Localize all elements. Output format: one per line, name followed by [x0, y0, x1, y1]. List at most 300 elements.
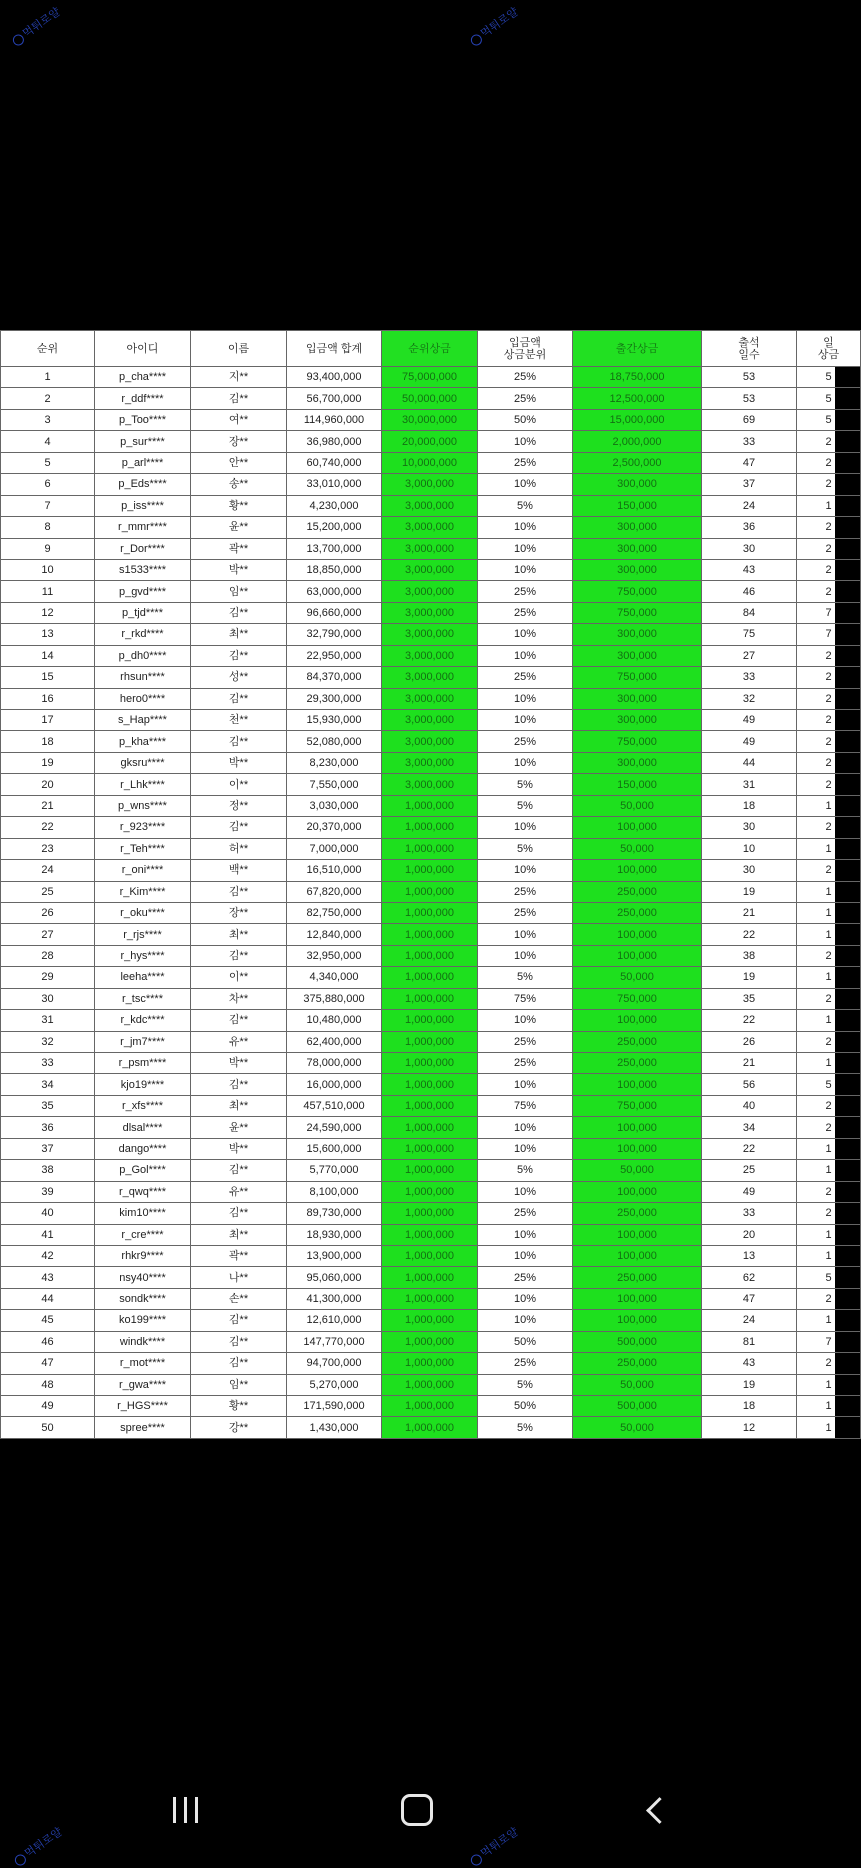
- table-row: [1, 1374, 861, 1395]
- table-cell: 1,000,000: [382, 1160, 478, 1181]
- table-cell: 이**: [191, 967, 287, 988]
- table-cell: 2: [797, 860, 861, 881]
- table-cell: leeha****: [95, 967, 191, 988]
- table-cell: 12: [702, 1417, 797, 1438]
- table-cell: 1: [797, 795, 861, 816]
- table-cell: 19: [1, 752, 95, 773]
- table-cell: 25%: [478, 1267, 573, 1288]
- table-cell: 10: [702, 838, 797, 859]
- table-cell: 26: [1, 902, 95, 923]
- table-cell: 20: [702, 1224, 797, 1245]
- table-cell: 56: [702, 1074, 797, 1095]
- table-cell: 1,000,000: [382, 1117, 478, 1138]
- table-cell: 100,000: [573, 1074, 702, 1095]
- table-row: [1, 1117, 861, 1138]
- table-cell: 10%: [478, 645, 573, 666]
- table-cell: 5%: [478, 1417, 573, 1438]
- table-cell: 1,000,000: [382, 1288, 478, 1309]
- table-cell: 3,000,000: [382, 559, 478, 580]
- table-cell: 1: [797, 924, 861, 945]
- table-cell: 황**: [191, 495, 287, 516]
- table-cell: 84,370,000: [287, 667, 382, 688]
- table-cell: rhkr9****: [95, 1245, 191, 1266]
- table-cell: 1,000,000: [382, 924, 478, 945]
- table-cell: 13: [1, 624, 95, 645]
- table-cell: 40: [702, 1095, 797, 1116]
- table-cell: 18,850,000: [287, 559, 382, 580]
- table-cell: 김**: [191, 1160, 287, 1181]
- table-cell: 50,000: [573, 967, 702, 988]
- table-cell: 3,000,000: [382, 710, 478, 731]
- table-cell: 황**: [191, 1396, 287, 1417]
- table-cell: r_Teh****: [95, 838, 191, 859]
- table-row: [1, 1074, 861, 1095]
- table-cell: 250,000: [573, 881, 702, 902]
- table-cell: 20,000,000: [382, 431, 478, 452]
- table-cell: 5: [797, 1074, 861, 1095]
- table-cell: 5: [1, 452, 95, 473]
- table-cell: 11: [1, 581, 95, 602]
- table-cell: 2: [797, 474, 861, 495]
- table-cell: 10%: [478, 924, 573, 945]
- table-cell: 10: [1, 559, 95, 580]
- table-cell: 8,100,000: [287, 1181, 382, 1202]
- table-cell: r_psm****: [95, 1053, 191, 1074]
- table-cell: 171,590,000: [287, 1396, 382, 1417]
- table-cell: 김**: [191, 881, 287, 902]
- table-cell: 300,000: [573, 624, 702, 645]
- table-cell: 15,930,000: [287, 710, 382, 731]
- table-cell: 5: [797, 388, 861, 409]
- table-cell: 25%: [478, 1053, 573, 1074]
- table-cell: 27: [702, 645, 797, 666]
- ranking-table: [0, 330, 861, 1439]
- table-cell: 750,000: [573, 731, 702, 752]
- table-cell: 75: [702, 624, 797, 645]
- table-cell: 10%: [478, 431, 573, 452]
- table-cell: s1533****: [95, 559, 191, 580]
- table-row: [1, 838, 861, 859]
- table-cell: 43: [1, 1267, 95, 1288]
- table-cell: 1,000,000: [382, 817, 478, 838]
- table-cell: 2: [797, 752, 861, 773]
- table-cell: 33: [702, 667, 797, 688]
- table-cell: 1,000,000: [382, 1245, 478, 1266]
- table-cell: 150,000: [573, 495, 702, 516]
- table-cell: 박**: [191, 752, 287, 773]
- table-cell: 30,000,000: [382, 409, 478, 430]
- table-cell: 5,270,000: [287, 1374, 382, 1395]
- table-cell: 1,000,000: [382, 1095, 478, 1116]
- table-cell: 10%: [478, 1181, 573, 1202]
- table-cell: 375,880,000: [287, 988, 382, 1009]
- table-row: [1, 1010, 861, 1031]
- table-cell: 10%: [478, 538, 573, 559]
- table-cell: 100,000: [573, 945, 702, 966]
- table-cell: 5,770,000: [287, 1160, 382, 1181]
- table-row: [1, 967, 861, 988]
- table-cell: 3,000,000: [382, 495, 478, 516]
- table-cell: ko199****: [95, 1310, 191, 1331]
- table-cell: 9: [1, 538, 95, 559]
- table-row: [1, 752, 861, 773]
- table-cell: 1,000,000: [382, 1396, 478, 1417]
- table-cell: 10%: [478, 945, 573, 966]
- table-cell: 백**: [191, 860, 287, 881]
- table-cell: 25%: [478, 1203, 573, 1224]
- table-cell: 3,000,000: [382, 645, 478, 666]
- table-cell: r_jm7****: [95, 1031, 191, 1052]
- table-cell: 38: [1, 1160, 95, 1181]
- table-cell: 750,000: [573, 581, 702, 602]
- watermark: 먹튀로얄: [8, 4, 63, 49]
- table-cell: 1: [797, 1310, 861, 1331]
- table-cell: 10,000,000: [382, 452, 478, 473]
- table-row: [1, 1031, 861, 1052]
- table-cell: 장**: [191, 902, 287, 923]
- table-cell: 2: [797, 1031, 861, 1052]
- table-cell: 1,000,000: [382, 1374, 478, 1395]
- table-cell: 김**: [191, 602, 287, 623]
- table-cell: 25: [1, 881, 95, 902]
- table-row: [1, 860, 861, 881]
- table-cell: 2: [797, 1288, 861, 1309]
- navigation-bar: [0, 1780, 835, 1840]
- table-cell: 250,000: [573, 1203, 702, 1224]
- table-cell: 19: [702, 1374, 797, 1395]
- table-cell: 정**: [191, 795, 287, 816]
- table-cell: 5%: [478, 967, 573, 988]
- table-cell: 2: [797, 817, 861, 838]
- table-cell: p_sur****: [95, 431, 191, 452]
- table-cell: 53: [702, 367, 797, 388]
- table-row: [1, 474, 861, 495]
- table-cell: 14: [1, 645, 95, 666]
- table-row: [1, 1053, 861, 1074]
- table-cell: 40: [1, 1203, 95, 1224]
- table-cell: 5%: [478, 495, 573, 516]
- table-cell: 3,000,000: [382, 602, 478, 623]
- table-cell: 19: [702, 881, 797, 902]
- table-cell: 18,750,000: [573, 367, 702, 388]
- table-cell: r_HGS****: [95, 1396, 191, 1417]
- table-cell: 최**: [191, 1095, 287, 1116]
- table-cell: 250,000: [573, 1031, 702, 1052]
- table-cell: 250,000: [573, 1353, 702, 1374]
- table-cell: 2: [797, 1095, 861, 1116]
- table-cell: 3,000,000: [382, 688, 478, 709]
- table-cell: dango****: [95, 1138, 191, 1159]
- table-cell: 1: [797, 1138, 861, 1159]
- table-cell: 41,300,000: [287, 1288, 382, 1309]
- table-cell: 42: [1, 1245, 95, 1266]
- table-cell: 46: [1, 1331, 95, 1352]
- table-cell: 750,000: [573, 988, 702, 1009]
- table-cell: 46: [702, 581, 797, 602]
- column-header: 입금액 합계: [287, 331, 382, 367]
- table-cell: 18: [702, 1396, 797, 1417]
- back-button[interactable]: [630, 1780, 680, 1840]
- table-cell: 김**: [191, 731, 287, 752]
- table-cell: 5: [797, 367, 861, 388]
- table-cell: 3,000,000: [382, 538, 478, 559]
- table-cell: 15,200,000: [287, 517, 382, 538]
- table-cell: 5%: [478, 774, 573, 795]
- table-cell: 47: [702, 1288, 797, 1309]
- table-cell: 16,510,000: [287, 860, 382, 881]
- table-cell: 곽**: [191, 538, 287, 559]
- table-cell: 김**: [191, 1310, 287, 1331]
- table-cell: 1,000,000: [382, 1203, 478, 1224]
- watermark: 먹튀로얄: [466, 4, 521, 49]
- table-cell: p_tjd****: [95, 602, 191, 623]
- table-cell: 75%: [478, 988, 573, 1009]
- table-cell: 300,000: [573, 538, 702, 559]
- table-cell: 지**: [191, 367, 287, 388]
- table-cell: 41: [1, 1224, 95, 1245]
- table-cell: 2: [797, 688, 861, 709]
- table-row: [1, 1267, 861, 1288]
- table-cell: 1: [797, 1396, 861, 1417]
- table-row: [1, 602, 861, 623]
- table-cell: 1,000,000: [382, 795, 478, 816]
- recents-button[interactable]: [160, 1780, 210, 1840]
- table-cell: 100,000: [573, 1181, 702, 1202]
- table-cell: 천**: [191, 710, 287, 731]
- table-row: [1, 945, 861, 966]
- table-cell: 1: [797, 1160, 861, 1181]
- table-cell: 50,000,000: [382, 388, 478, 409]
- table-cell: 37: [702, 474, 797, 495]
- column-header: 입금액 상금분위: [478, 331, 573, 367]
- table-cell: 2: [797, 731, 861, 752]
- table-cell: r_tsc****: [95, 988, 191, 1009]
- table-cell: 35: [1, 1095, 95, 1116]
- table-cell: 1: [797, 838, 861, 859]
- table-cell: r_gwa****: [95, 1374, 191, 1395]
- table-cell: 강**: [191, 1417, 287, 1438]
- table-cell: 5%: [478, 795, 573, 816]
- table-cell: 49: [702, 1181, 797, 1202]
- table-cell: 33,010,000: [287, 474, 382, 495]
- column-header: 순위상금: [382, 331, 478, 367]
- table-cell: 10%: [478, 1117, 573, 1138]
- table-cell: 26: [702, 1031, 797, 1052]
- table-cell: 2: [797, 667, 861, 688]
- table-cell: 1,000,000: [382, 1310, 478, 1331]
- table-cell: 4: [1, 431, 95, 452]
- table-cell: r_kdc****: [95, 1010, 191, 1031]
- table-row: [1, 710, 861, 731]
- table-cell: sondk****: [95, 1288, 191, 1309]
- table-row: [1, 881, 861, 902]
- table-cell: 30: [702, 860, 797, 881]
- table-row: [1, 817, 861, 838]
- table-cell: 53: [702, 388, 797, 409]
- home-icon: [401, 1794, 433, 1826]
- table-cell: 25%: [478, 388, 573, 409]
- spreadsheet: [0, 330, 840, 1438]
- watermark: 먹튀로얄: [466, 1824, 521, 1868]
- table-cell: nsy40****: [95, 1267, 191, 1288]
- table-cell: 1: [797, 1245, 861, 1266]
- table-cell: 100,000: [573, 1117, 702, 1138]
- table-cell: r_xfs****: [95, 1095, 191, 1116]
- table-cell: r_Dor****: [95, 538, 191, 559]
- table-cell: 500,000: [573, 1396, 702, 1417]
- table-cell: 1,000,000: [382, 860, 478, 881]
- table-cell: 300,000: [573, 559, 702, 580]
- table-cell: 62,400,000: [287, 1031, 382, 1052]
- table-cell: 13,700,000: [287, 538, 382, 559]
- table-cell: 장**: [191, 431, 287, 452]
- table-cell: 22: [702, 1010, 797, 1031]
- table-cell: r_cre****: [95, 1224, 191, 1245]
- table-cell: 박**: [191, 559, 287, 580]
- table-row: [1, 795, 861, 816]
- table-cell: 47: [1, 1353, 95, 1374]
- table-cell: 3,030,000: [287, 795, 382, 816]
- table-cell: 1: [797, 1374, 861, 1395]
- table-cell: 박**: [191, 1138, 287, 1159]
- table-cell: 이**: [191, 774, 287, 795]
- table-row: [1, 431, 861, 452]
- table-cell: p_cha****: [95, 367, 191, 388]
- table-cell: 3,000,000: [382, 474, 478, 495]
- table-cell: 457,510,000: [287, 1095, 382, 1116]
- table-cell: 16,000,000: [287, 1074, 382, 1095]
- table-cell: 2: [797, 988, 861, 1009]
- table-cell: 김**: [191, 1353, 287, 1374]
- table-cell: 89,730,000: [287, 1203, 382, 1224]
- table-cell: r_Lhk****: [95, 774, 191, 795]
- table-cell: 78,000,000: [287, 1053, 382, 1074]
- table-cell: 10%: [478, 688, 573, 709]
- table-cell: 김**: [191, 1010, 287, 1031]
- table-cell: 67,820,000: [287, 881, 382, 902]
- table-cell: 31: [702, 774, 797, 795]
- table-row: [1, 1331, 861, 1352]
- column-header: 이름: [191, 331, 287, 367]
- table-cell: gksru****: [95, 752, 191, 773]
- table-row: [1, 517, 861, 538]
- table-cell: 15,000,000: [573, 409, 702, 430]
- table-cell: 300,000: [573, 645, 702, 666]
- table-cell: 33: [702, 431, 797, 452]
- table-cell: 56,700,000: [287, 388, 382, 409]
- table-cell: 32,950,000: [287, 945, 382, 966]
- table-cell: 2: [797, 581, 861, 602]
- table-cell: 36: [702, 517, 797, 538]
- table-cell: 윤**: [191, 517, 287, 538]
- table-cell: 10%: [478, 860, 573, 881]
- table-cell: s_Hap****: [95, 710, 191, 731]
- table-row: [1, 1138, 861, 1159]
- table-cell: 1,000,000: [382, 1267, 478, 1288]
- table-row: [1, 1160, 861, 1181]
- table-cell: 최**: [191, 624, 287, 645]
- table-cell: 김**: [191, 945, 287, 966]
- table-cell: 50%: [478, 1396, 573, 1417]
- table-cell: 1: [797, 1010, 861, 1031]
- table-cell: 19: [702, 967, 797, 988]
- table-row: [1, 452, 861, 473]
- table-cell: 25%: [478, 1353, 573, 1374]
- table-cell: 2: [797, 1181, 861, 1202]
- table-cell: 300,000: [573, 710, 702, 731]
- table-cell: 250,000: [573, 902, 702, 923]
- table-cell: 94,700,000: [287, 1353, 382, 1374]
- table-cell: 김**: [191, 1074, 287, 1095]
- table-cell: p_wns****: [95, 795, 191, 816]
- table-cell: 100,000: [573, 1310, 702, 1331]
- table-cell: p_arl****: [95, 452, 191, 473]
- table-cell: 22: [1, 817, 95, 838]
- table-cell: 차**: [191, 988, 287, 1009]
- table-cell: 32: [1, 1031, 95, 1052]
- table-cell: p_Eds****: [95, 474, 191, 495]
- table-cell: 45: [1, 1310, 95, 1331]
- table-row: [1, 409, 861, 430]
- column-header: 순위: [1, 331, 95, 367]
- column-header: 일 상금: [797, 331, 861, 367]
- table-cell: 임**: [191, 581, 287, 602]
- table-cell: 최**: [191, 1224, 287, 1245]
- home-button[interactable]: [392, 1780, 442, 1840]
- table-cell: 30: [702, 538, 797, 559]
- table-cell: 김**: [191, 645, 287, 666]
- table-row: [1, 388, 861, 409]
- table-row: [1, 624, 861, 645]
- table-cell: 43: [702, 1353, 797, 1374]
- table-cell: 1: [797, 967, 861, 988]
- table-cell: 750,000: [573, 1095, 702, 1116]
- table-cell: 1: [1, 367, 95, 388]
- table-cell: 1,000,000: [382, 1010, 478, 1031]
- table-cell: 3,000,000: [382, 517, 478, 538]
- table-cell: 3,000,000: [382, 667, 478, 688]
- table-cell: 75,000,000: [382, 367, 478, 388]
- table-row: [1, 1310, 861, 1331]
- table-cell: 50,000: [573, 1374, 702, 1395]
- table-cell: 15: [1, 667, 95, 688]
- table-cell: 12,610,000: [287, 1310, 382, 1331]
- table-cell: 17: [1, 710, 95, 731]
- table-cell: 1,000,000: [382, 988, 478, 1009]
- table-cell: 43: [702, 559, 797, 580]
- table-cell: 18: [702, 795, 797, 816]
- table-cell: 49: [702, 710, 797, 731]
- table-cell: 임**: [191, 1374, 287, 1395]
- table-cell: 29,300,000: [287, 688, 382, 709]
- table-cell: 허**: [191, 838, 287, 859]
- table-cell: 12,840,000: [287, 924, 382, 945]
- table-cell: r_mmr****: [95, 517, 191, 538]
- table-cell: 7,000,000: [287, 838, 382, 859]
- table-cell: r_ddf****: [95, 388, 191, 409]
- table-cell: 7: [1, 495, 95, 516]
- table-cell: 유**: [191, 1181, 287, 1202]
- table-row: [1, 1396, 861, 1417]
- table-cell: 1,000,000: [382, 1031, 478, 1052]
- table-cell: 10%: [478, 1010, 573, 1031]
- table-cell: 24: [702, 1310, 797, 1331]
- table-cell: r_oni****: [95, 860, 191, 881]
- table-row: [1, 1353, 861, 1374]
- table-row: [1, 559, 861, 580]
- table-cell: 50: [1, 1417, 95, 1438]
- table-row: [1, 1095, 861, 1116]
